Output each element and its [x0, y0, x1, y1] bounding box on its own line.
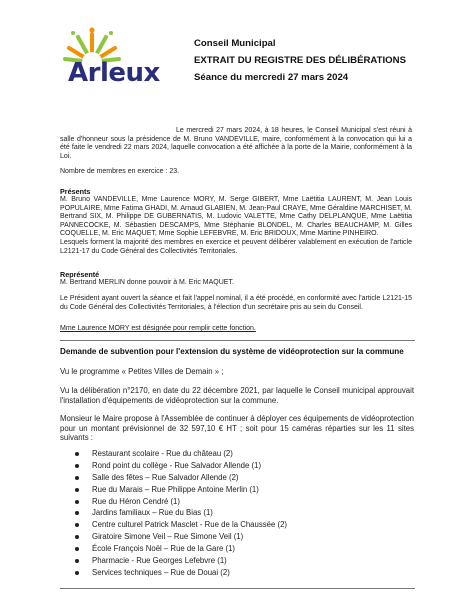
logo-wordmark: Arleux: [68, 58, 160, 88]
bullet-icon: [75, 452, 79, 456]
deliberation-reference: Vu la délibération n°2170, en date du 22 décembre 2021, par laquelle le Conseil municipal approuvait l'installation d'équipements de vidéoprotection sur la commune.: [60, 386, 414, 405]
list-item: Services techniques – Rue de Douai (2): [92, 567, 287, 579]
bullet-icon: [75, 476, 79, 480]
mayor-proposal: Monsieur le Maire propose à l'Assemblée de continuer à déployer ces équipements de vidéoprotection pour un montant prévisionnel de 32 597,10 € HT ; soit pour 15 caméras réparties sur les 11 sites suivants :: [60, 414, 414, 443]
present-section: [60, 196, 412, 256]
arleux-logo: [62, 26, 170, 92]
meeting-intro: Le mercredi 27 mars 2024, à 18 heures, le Conseil Municipal s'est réuni à salle d'honneur sous la présidence de M. Bruno VANDEVILLE, maire, conformément à la convocation qui lui a été faite le vendredi 22 mars 2024, laquelle convocation a été affichée à la porte de la Mairie, conformément à la Loi.: [60, 127, 412, 160]
opening-statement: Le Président ayant ouvert la séance et fait l'appel nominal, il a été procédé, en conformité avec l'article L2121-15 du Code Général des Collectivités Territoriales, à l'élection d'un secrétaire pris au sein du Conseil.: [60, 295, 412, 311]
footer-divider: [60, 588, 415, 589]
present-names: M. Bruno VANDEVILLE, Mme Laurence MORY, M. Serge GIBERT, Mme Laëtitia LAURENT, M. Jean Louis POPULAIRE, Mme Fatima GHADI, M. Arnaud GLABIEN, M. Jean-Paul CRAYE, Mme Géraldine MARCHISET, M. Bertrand SIX, M. Philippe DE GUBERNATIS, M. Ludovic VALETTE, Mme Cathy DELPLANQUE, Mme Laëtitia PANNECOCKE, M. Sébastien DESCAMPS, Mme Stéphanie BLONDEL, M. Charles BEAUCHAMP, M. Gilles COQUELLE, M. Eric MAQUET, Mme Sophie LEFEBVRE, M. Eric BRIDOUX, Mme Martine PINHEIRO.: [60, 196, 412, 238]
list-item: Rue du Marais – Rue Philippe Antoine Merlin (1): [92, 484, 287, 496]
program-reference: Vu le programme « Petites Villes de Demain » ;: [60, 367, 224, 376]
bullet-icon: [75, 559, 79, 563]
bullet-icon: [75, 523, 79, 527]
section-divider: [60, 340, 415, 341]
list-item: Rond point du collège - Rue Salvador Allende (1): [92, 460, 287, 472]
council-title: Conseil Municipal: [194, 38, 276, 49]
bullet-icon: [75, 535, 79, 539]
list-item: Jardins familiaux – Rue du Bias (1): [92, 507, 287, 519]
present-heading: Présents: [60, 187, 91, 196]
list-item: Centre culturel Patrick Masclet - Rue de la Chaussée (2): [92, 519, 287, 531]
bullet-icon: [75, 500, 79, 504]
bullet-icon: [75, 571, 79, 575]
list-item: Salle des fêtes – Rue Salvador Allende (2): [92, 472, 287, 484]
bullet-icon: [75, 511, 79, 515]
secretary-text: Mme Laurence MORY est désignée pour remplir cette fonction.: [60, 325, 256, 332]
bullet-icon: [75, 547, 79, 551]
represented-names: M. Bertrand MERLIN donne pouvoir à M. Eric MAQUET.: [60, 279, 234, 286]
list-item: Restaurant scolaire - Rue du château (2): [92, 448, 287, 460]
quorum-statement: Lesquels forment la majorité des membres en exercice et peuvent délibérer valablement en exécution de l'article L2121-17 du Code Général des Collectivités Territoriales.: [60, 238, 412, 255]
extract-title: EXTRAIT DU REGISTRE DES DÉLIBÉRATIONS: [194, 55, 406, 66]
represented-heading: Représenté: [60, 270, 100, 279]
list-item: École François Noël – Rue de la Gare (1): [92, 543, 287, 555]
secretary-statement: [60, 325, 412, 334]
members-count: Nombre de membres en exercice : 23.: [60, 168, 180, 175]
bullet-icon: [75, 464, 79, 468]
camera-sites-list: [92, 448, 287, 579]
bullet-icon: [75, 488, 79, 492]
deliberation-subject: Demande de subvention pour l'extension du système de vidéoprotection sur la commune: [60, 347, 404, 356]
list-item: Rue du Héron Cendré (1): [92, 496, 287, 508]
list-item: Pharmacie - Rue Georges Lefebvre (1): [92, 555, 287, 567]
session-title: Séance du mercredi 27 mars 2024: [194, 72, 349, 83]
list-item: Giratoire Simone Veil – Rue Simone Veil (1): [92, 531, 287, 543]
